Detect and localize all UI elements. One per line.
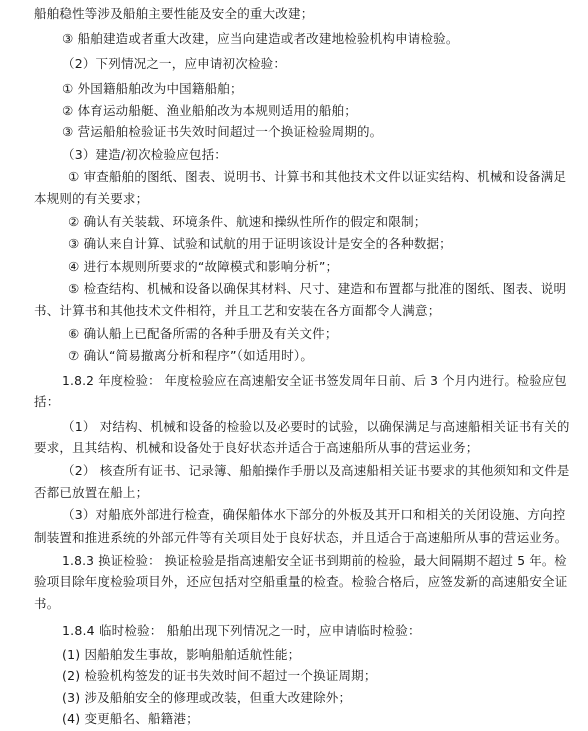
text-line: 制装置和推进系统的外部元件等有关项目处于良好状态，并且适合于高速船所从事的营运业务。 [34, 530, 568, 545]
text-line: ② 体育运动船艇、渔业船舶改为本规则适用的船舶； [62, 103, 357, 118]
text-line: ⑦ 确认“简易撤离分析和程序”（如适用时）。 [68, 348, 314, 363]
text-line: ③ 营运船舶检验证书失效时间超过一个换证检验周期的。 [62, 124, 383, 139]
text-line: 船舶稳性等涉及船舶主要性能及安全的重大改建； [34, 6, 314, 21]
section-heading-1-8-3: 1.8.3 换证检验： 换证检验是指高速船安全证书到期前的检验，最大间隔期不超过 5 年。检 [62, 554, 567, 568]
text-line: （3）对船底外部进行检查，确保船体水下部分的外板及其开口和相关的关闭设施、方向控 [62, 507, 566, 522]
text-line: ⑥ 确认船上已配备所需的各种手册及有关文件； [68, 326, 338, 341]
text-line: ② 确认有关装载、环境条件、航速和操纵性所作的假定和限制； [68, 214, 427, 229]
text-line: （3）建造/初次检验应包括： [62, 147, 227, 162]
text-line: ③ 船舶建造或者重大改建，应当向建造或者改建地检验机构申请检验。 [62, 31, 459, 46]
text-line: （2） 核查所有证书、记录簿、船舶操作手册以及高速船相关证书要求的其他须知和文件是 [62, 463, 570, 478]
text-line: 否都已放置在船上； [34, 485, 149, 500]
text-line: ⑤ 检查结构、机械和设备以确保其材料、尺寸、建造和布置都与批准的图纸、图表、说明 [68, 281, 567, 296]
text-line: (1) 因船舶发生事故，影响船舶适航性能； [62, 647, 301, 662]
text-line: 书。 [34, 596, 60, 611]
text-line: 书、计算书和其他技术文件相符，并且工艺和安装在各方面都令人满意； [34, 303, 441, 318]
text-line: (3) 涉及船舶安全的修理或改装，但重大改建除外； [62, 690, 352, 705]
text-line: 要求，且其结构、机械和设备处于良好状态并适合于高速船所从事的营运业务； [34, 440, 479, 455]
section-heading-1-8-4: 1.8.4 临时检验： 船舶出现下列情况之一时，应申请临时检验： [62, 623, 421, 638]
text-line: 本规则的有关要求； [34, 191, 149, 206]
text-line: ① 外国籍船舶改为中国籍船舶； [62, 81, 243, 96]
section-heading-1-8-2: 1.8.2 年度检验： 年度检验应在高速船安全证书签发周年日前、后 3 个月内进行。检验应包 [62, 374, 567, 388]
text-line: （1） 对结构、机械和设备的检验以及必要时的试验，以确保满足与高速船相关证书有关的 [62, 419, 570, 434]
text-line: ① 审查船舶的图纸、图表、说明书、计算书和其他技术文件以证实结构、机械和设备满足 [68, 169, 567, 184]
text-line: ④ 进行本规则所要求的“故障模式和影响分析”； [68, 259, 339, 274]
text-line: (2) 检验机构签发的证书失效时间不超过一个换证周期； [62, 668, 377, 683]
text-line: （2）下列情况之一，应申请初次检验： [62, 56, 287, 71]
text-line: 验项目除年度检验项目外，还应包括对空船重量的检查。检验合格后，应签发新的高速船安全证 [34, 574, 568, 589]
text-line: (4) 变更船名、船籍港； [62, 711, 199, 726]
text-line: 括： [34, 394, 60, 409]
text-line: ③ 确认来自计算、试验和试航的用于证明该设计是安全的各种数据； [68, 236, 452, 251]
